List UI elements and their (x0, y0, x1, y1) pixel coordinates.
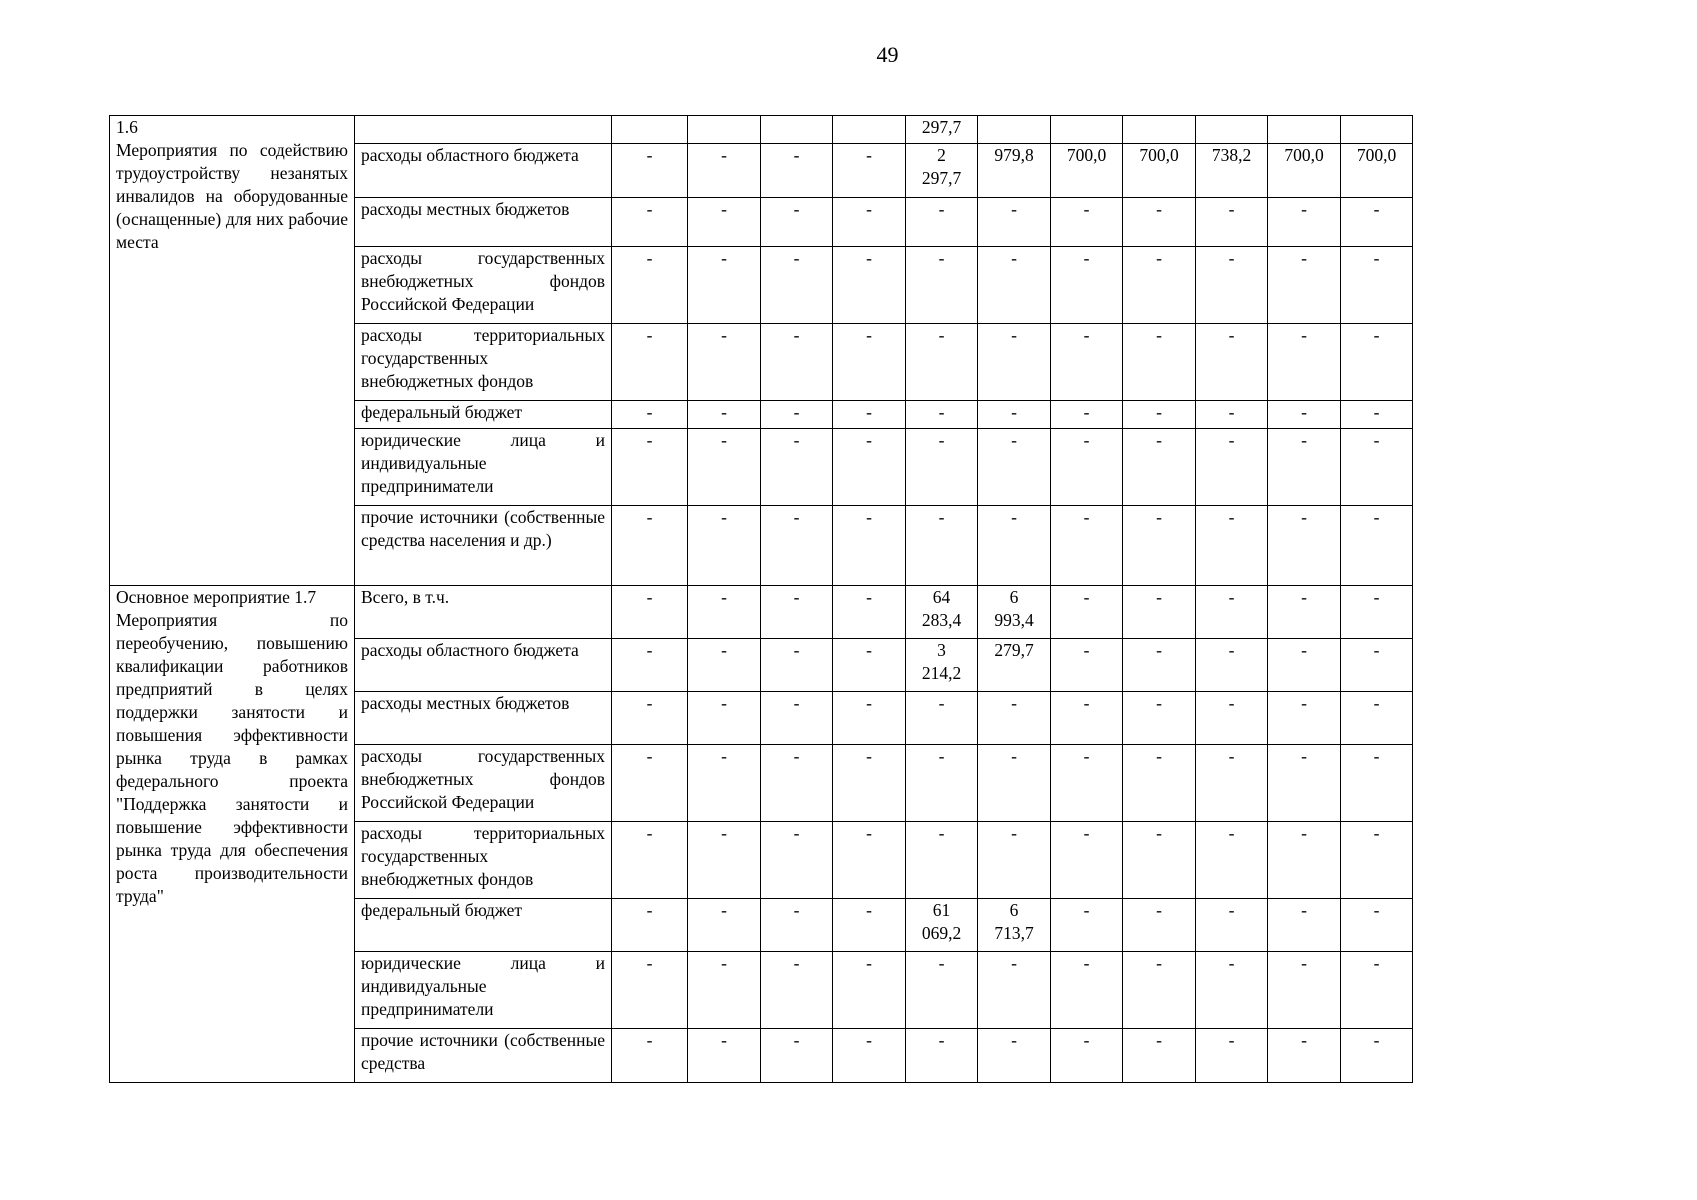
value-cell (1123, 116, 1196, 144)
value-cell: - (1123, 429, 1196, 506)
value-cell: - (1123, 899, 1196, 952)
activity-cell (110, 586, 355, 1083)
value-cell: - (612, 1029, 688, 1083)
value-cell: - (906, 692, 978, 745)
value-cell: - (978, 401, 1051, 429)
value-cell: - (1196, 639, 1268, 692)
value-cell: - (906, 429, 978, 506)
value-cell: - (1341, 952, 1413, 1029)
value-cell: - (761, 247, 833, 324)
value-cell: 2 297,7 (906, 144, 978, 198)
value-cell: - (612, 324, 688, 401)
value-cell: 6 713,7 (978, 899, 1051, 952)
value-cell: - (688, 899, 761, 952)
value-cell: - (688, 1029, 761, 1083)
value-cell: - (612, 952, 688, 1029)
value-cell: 700,0 (1341, 144, 1413, 198)
value-cell: - (1268, 692, 1341, 745)
value-cell (1196, 116, 1268, 144)
value-cell: - (978, 1029, 1051, 1083)
value-cell: - (1268, 247, 1341, 324)
value-cell: - (906, 506, 978, 586)
activity-line: Мероприятия по переобучению, повышению квалификации работников предприятий в целях поддержки занятости и повышения эффективности рынка труда в рамках федерального проекта "Поддержка занятости и повышение эффективности рынка труда для обеспечения роста производительности труда" (116, 610, 348, 906)
value-cell: 700,0 (1051, 144, 1123, 198)
value-cell: - (906, 1029, 978, 1083)
value-cell: - (688, 144, 761, 198)
value-cell: - (612, 198, 688, 247)
value-cell: - (1196, 952, 1268, 1029)
value-cell: - (761, 506, 833, 586)
funding-source-cell: расходы областного бюджета (355, 639, 612, 692)
value-cell: - (761, 429, 833, 506)
value-cell: - (761, 144, 833, 198)
value-cell: - (906, 822, 978, 899)
value-cell: - (1341, 506, 1413, 586)
value-cell: - (1341, 586, 1413, 639)
value-cell: - (1051, 429, 1123, 506)
value-cell: - (1341, 247, 1413, 324)
value-cell: - (1341, 692, 1413, 745)
value-cell: - (906, 198, 978, 247)
value-cell (612, 116, 688, 144)
value-cell: - (906, 745, 978, 822)
value-cell: - (1123, 745, 1196, 822)
value-cell: - (833, 586, 906, 639)
value-cell: - (978, 247, 1051, 324)
value-cell: - (978, 692, 1051, 745)
value-cell: - (761, 899, 833, 952)
value-cell: - (612, 429, 688, 506)
value-cell: - (1196, 506, 1268, 586)
value-cell: - (1123, 692, 1196, 745)
value-cell: - (833, 745, 906, 822)
value-cell: - (1268, 586, 1341, 639)
value-cell: - (688, 401, 761, 429)
value-cell: - (833, 198, 906, 247)
value-cell: - (1051, 952, 1123, 1029)
value-cell: - (761, 639, 833, 692)
value-cell: - (1051, 1029, 1123, 1083)
value-cell: - (833, 429, 906, 506)
funding-source-cell: юридические лица и индивидуальные предприниматели (355, 429, 612, 506)
value-cell: 6 993,4 (978, 586, 1051, 639)
value-cell: - (1341, 401, 1413, 429)
value-cell: - (761, 692, 833, 745)
value-cell: - (1196, 586, 1268, 639)
value-cell: - (1123, 324, 1196, 401)
value-cell (833, 116, 906, 144)
value-cell: - (612, 822, 688, 899)
value-cell: - (906, 952, 978, 1029)
funding-source-cell: расходы территориальных государственных внебюджетных фондов (355, 822, 612, 899)
value-cell: - (1268, 952, 1341, 1029)
value-cell: - (1341, 639, 1413, 692)
value-cell: 279,7 (978, 639, 1051, 692)
value-cell: - (978, 952, 1051, 1029)
budget-table (109, 115, 1413, 1083)
funding-source-cell: расходы государственных внебюджетных фондов Российской Федерации (355, 247, 612, 324)
value-cell: 3 214,2 (906, 639, 978, 692)
value-cell: - (833, 692, 906, 745)
funding-source-cell: расходы территориальных государственных внебюджетных фондов (355, 324, 612, 401)
budget-table-body (110, 116, 1413, 1083)
value-cell: - (612, 144, 688, 198)
value-cell: - (688, 506, 761, 586)
value-cell: - (1341, 822, 1413, 899)
value-cell (978, 116, 1051, 144)
value-cell: - (833, 144, 906, 198)
value-cell: 61 069,2 (906, 899, 978, 952)
value-cell: - (978, 324, 1051, 401)
value-cell: - (1196, 429, 1268, 506)
value-cell: - (1123, 952, 1196, 1029)
funding-source-cell: прочие источники (собственные средства населения и др.) (355, 506, 612, 586)
value-cell: - (1341, 899, 1413, 952)
activity-cell (110, 116, 355, 586)
value-cell: 738,2 (1196, 144, 1268, 198)
value-cell: - (612, 401, 688, 429)
activity-line: Основное мероприятие 1.7 (116, 587, 317, 607)
value-cell: - (688, 198, 761, 247)
value-cell: - (1268, 1029, 1341, 1083)
value-cell: - (612, 506, 688, 586)
value-cell: 700,0 (1268, 144, 1341, 198)
value-cell: - (761, 198, 833, 247)
value-cell: - (1051, 692, 1123, 745)
value-cell: - (1123, 822, 1196, 899)
value-cell: 979,8 (978, 144, 1051, 198)
value-cell: - (1051, 506, 1123, 586)
value-cell: - (906, 401, 978, 429)
funding-source-cell: расходы областного бюджета (355, 144, 612, 198)
value-cell: - (612, 899, 688, 952)
value-cell: - (1196, 324, 1268, 401)
value-cell: - (1123, 247, 1196, 324)
value-cell: - (1196, 1029, 1268, 1083)
value-cell: - (978, 822, 1051, 899)
value-cell: - (833, 324, 906, 401)
value-cell: - (612, 586, 688, 639)
value-cell: - (1268, 401, 1341, 429)
funding-source-cell (355, 116, 612, 144)
value-cell: 700,0 (1123, 144, 1196, 198)
funding-source-cell: прочие источники (собственные средства (355, 1029, 612, 1083)
value-cell: - (1196, 899, 1268, 952)
value-cell: - (688, 822, 761, 899)
value-cell: - (1341, 745, 1413, 822)
value-cell: - (1196, 247, 1268, 324)
value-cell: - (833, 952, 906, 1029)
value-cell: - (1123, 586, 1196, 639)
value-cell: - (833, 1029, 906, 1083)
value-cell: - (906, 247, 978, 324)
value-cell: - (978, 429, 1051, 506)
value-cell: - (833, 639, 906, 692)
activity-line: Мероприятия по содействию трудоустройству незанятых инвалидов на оборудованные (оснащенные) для них рабочие места (116, 140, 348, 252)
value-cell: - (833, 822, 906, 899)
value-cell: - (1196, 822, 1268, 899)
value-cell: - (1123, 639, 1196, 692)
value-cell: - (688, 639, 761, 692)
value-cell: - (1268, 822, 1341, 899)
value-cell: - (1196, 692, 1268, 745)
value-cell: - (1341, 198, 1413, 247)
value-cell: - (1051, 324, 1123, 401)
value-cell: - (1051, 586, 1123, 639)
value-cell: - (833, 401, 906, 429)
funding-source-cell: расходы местных бюджетов (355, 692, 612, 745)
value-cell: - (1051, 822, 1123, 899)
value-cell: - (1051, 401, 1123, 429)
value-cell: - (761, 324, 833, 401)
value-cell: - (1196, 401, 1268, 429)
value-cell: - (978, 506, 1051, 586)
value-cell: - (761, 952, 833, 1029)
value-cell: - (761, 586, 833, 639)
value-cell: 297,7 (906, 116, 978, 144)
value-cell: - (1268, 745, 1341, 822)
value-cell: - (1123, 506, 1196, 586)
value-cell: - (1051, 899, 1123, 952)
value-cell: - (688, 692, 761, 745)
value-cell: - (1341, 324, 1413, 401)
value-cell: - (1051, 247, 1123, 324)
value-cell (1268, 116, 1341, 144)
value-cell: 64 283,4 (906, 586, 978, 639)
value-cell: - (833, 506, 906, 586)
value-cell: - (612, 692, 688, 745)
value-cell: - (761, 745, 833, 822)
table-row (110, 586, 1413, 639)
value-cell: - (612, 639, 688, 692)
value-cell: - (833, 899, 906, 952)
value-cell: - (1268, 324, 1341, 401)
page-number: 49 (876, 42, 899, 67)
table-row (110, 116, 1413, 144)
funding-source-cell: расходы государственных внебюджетных фондов Российской Федерации (355, 745, 612, 822)
value-cell (761, 116, 833, 144)
value-cell: - (612, 247, 688, 324)
value-cell (688, 116, 761, 144)
value-cell: - (1196, 198, 1268, 247)
value-cell: - (1196, 745, 1268, 822)
value-cell: - (1268, 506, 1341, 586)
value-cell: - (1268, 899, 1341, 952)
value-cell: - (1341, 429, 1413, 506)
value-cell: - (688, 324, 761, 401)
value-cell: - (688, 247, 761, 324)
value-cell (1341, 116, 1413, 144)
value-cell: - (1051, 639, 1123, 692)
value-cell: - (833, 247, 906, 324)
value-cell: - (1123, 198, 1196, 247)
value-cell: - (978, 198, 1051, 247)
value-cell: - (688, 429, 761, 506)
value-cell: - (612, 745, 688, 822)
value-cell: - (761, 401, 833, 429)
funding-source-cell: юридические лица и индивидуальные предприниматели (355, 952, 612, 1029)
funding-source-cell: федеральный бюджет (355, 899, 612, 952)
value-cell: - (761, 1029, 833, 1083)
value-cell: - (1268, 198, 1341, 247)
value-cell: - (761, 822, 833, 899)
activity-line: 1.6 (116, 117, 138, 137)
value-cell: - (1123, 401, 1196, 429)
value-cell: - (1051, 198, 1123, 247)
value-cell: - (1268, 429, 1341, 506)
value-cell: - (1341, 1029, 1413, 1083)
value-cell: - (688, 586, 761, 639)
value-cell (1051, 116, 1123, 144)
funding-source-cell: федеральный бюджет (355, 401, 612, 429)
value-cell: - (1123, 1029, 1196, 1083)
value-cell: - (688, 745, 761, 822)
value-cell: - (978, 745, 1051, 822)
value-cell: - (1051, 745, 1123, 822)
value-cell: - (906, 324, 978, 401)
value-cell: - (1268, 639, 1341, 692)
value-cell: - (688, 952, 761, 1029)
funding-source-cell: расходы местных бюджетов (355, 198, 612, 247)
funding-source-cell: Всего, в т.ч. (355, 586, 612, 639)
